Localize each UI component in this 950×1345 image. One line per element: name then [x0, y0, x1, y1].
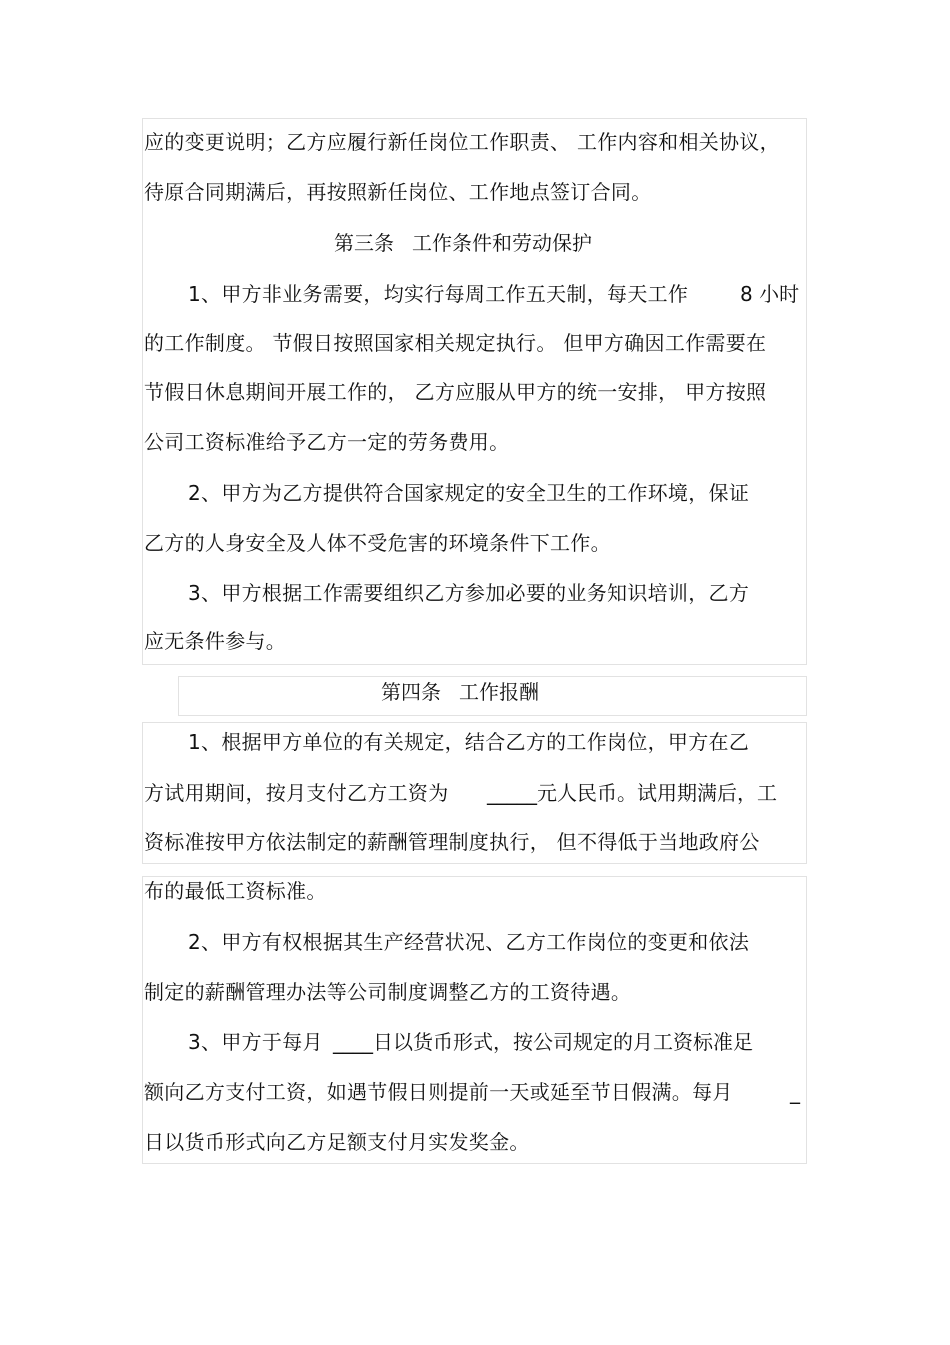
text-line: 方试用期间，按月支付乙方工资为 [144, 781, 449, 805]
text-line: 2、甲方有权根据其生产经营状况、乙方工作岗位的变更和依法 [188, 930, 750, 954]
text-line: 3、甲方根据工作需要组织乙方参加必要的业务知识培训，乙方 [188, 581, 750, 605]
scan-frame-bottom [142, 876, 807, 1164]
text-line: 3、甲方于每月 [188, 1030, 323, 1054]
article-4-title: 工作报酬 [459, 680, 539, 704]
article-4-number: 第四条 [381, 680, 441, 704]
text-line: 1、甲方非业务需要，均实行每周工作五天制，每天工作 [188, 282, 689, 306]
text-line: 乙方的人身安全及人体不受危害的环境条件下工作。 [144, 531, 611, 555]
text-line: ____日以货币形式，按公司规定的月工资标准足 [333, 1030, 753, 1054]
text-line: _ [790, 1080, 800, 1104]
text-line: 额向乙方支付工资，如遇节假日则提前一天或延至节日假满。每月 [144, 1080, 733, 1104]
text-line: 节假日休息期间开展工作的， 乙方应服从甲方的统一安排， 甲方按照 [144, 380, 767, 404]
text-line: 1、根据甲方单位的有关规定，结合乙方的工作岗位，甲方在乙 [188, 730, 750, 754]
article-3-title: 工作条件和劳动保护 [412, 231, 592, 255]
text-line: 应无条件参与。 [144, 629, 287, 653]
text-line: 待原合同期满后，再按照新任岗位、工作地点签订合同。 [144, 180, 652, 204]
text-line: 资标准按甲方依法制定的薪酬管理制度执行， 但不得低于当地政府公 [144, 830, 760, 854]
text-line: 布的最低工资标准。 [144, 879, 327, 903]
text-line: 日以货币形式向乙方足额支付月实发奖金。 [144, 1130, 530, 1154]
text-line: 制定的薪酬管理办法等公司制度调整乙方的工资待遇。 [144, 980, 632, 1004]
text-line: _____元人民币。试用期满后，工 [487, 781, 777, 805]
text-line: 2、甲方为乙方提供符合国家规定的安全卫生的工作环境，保证 [188, 481, 750, 505]
text-line: 8 小时 [740, 282, 800, 306]
text-line: 公司工资标准给予乙方一定的劳务费用。 [144, 430, 510, 454]
article-3-number: 第三条 [334, 231, 394, 255]
text-line: 的工作制度。 节假日按照国家相关规定执行。 但甲方确因工作需要在 [144, 331, 767, 355]
text-line: 应的变更说明；乙方应履行新任岗位工作职责、 工作内容和相关协议， [144, 130, 780, 154]
article-4-heading [381, 678, 539, 706]
article-3-heading [334, 229, 592, 257]
